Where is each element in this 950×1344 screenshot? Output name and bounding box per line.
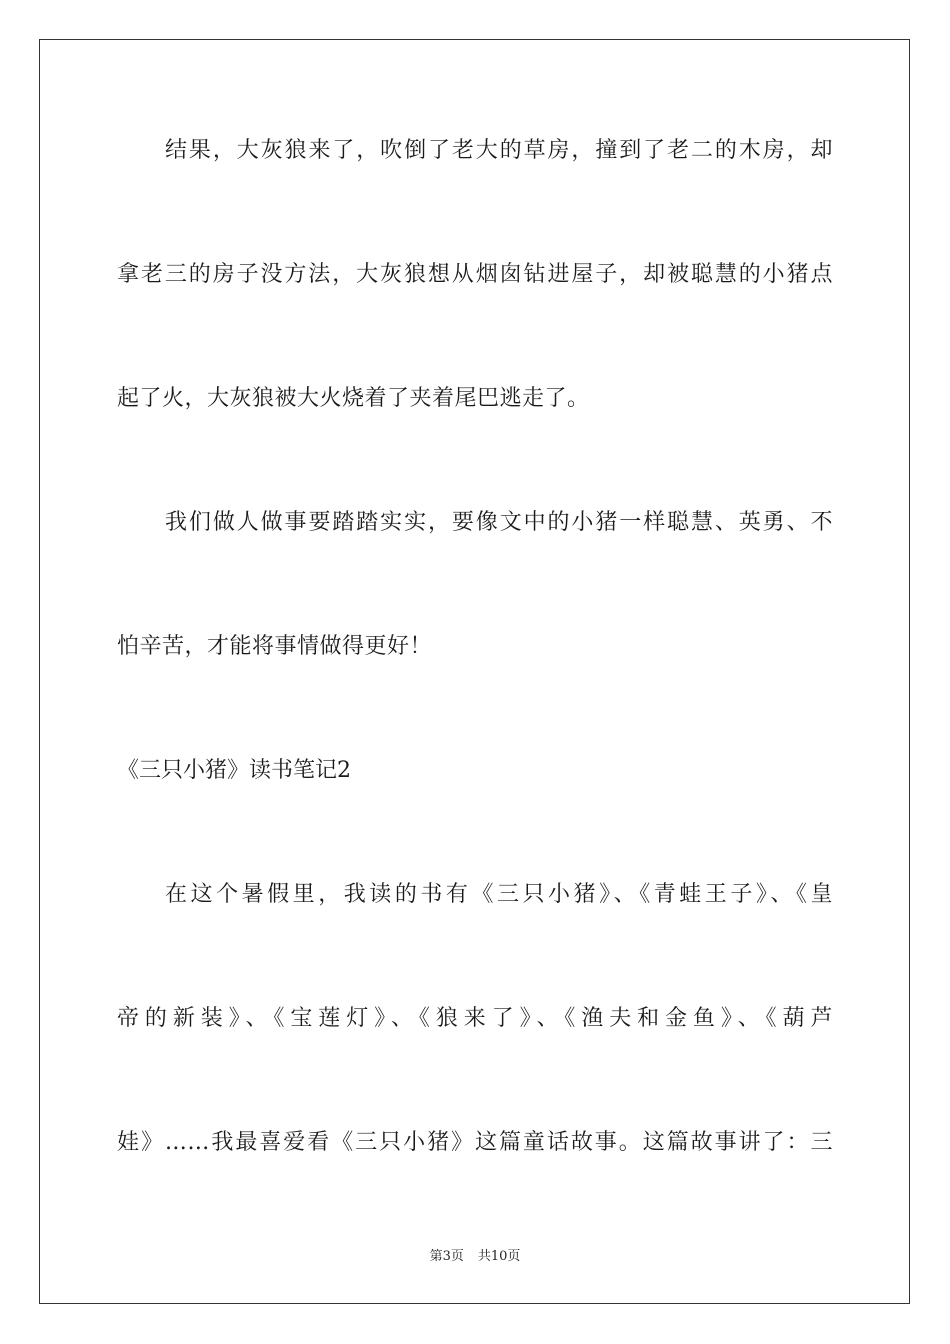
page-number: 第3页	[429, 1249, 464, 1264]
section-title: 《三只小猪》读书笔记2	[117, 758, 351, 783]
paragraph-3-line-2: 帝的新装》、《宝莲灯》、《狼来了》、《渔夫和金鱼》、《葫芦	[117, 1006, 833, 1031]
paragraph-1-line-3: 起了火，大灰狼被大火烧着了夹着尾巴逃走了。	[117, 386, 590, 411]
paragraph-3-line-3: 娃》……我最喜爱看《三只小猪》这篇童话故事。这篇故事讲了：三	[117, 1130, 833, 1155]
paragraph-2-line-2: 怕辛苦，才能将事情做得更好！	[117, 634, 433, 659]
page-footer	[0, 1248, 950, 1266]
paragraph-1-line-2: 拿老三的房子没方法，大灰狼想从烟囱钻进屋子，却被聪慧的小猪点	[117, 262, 833, 287]
page-total: 共10页	[477, 1249, 521, 1264]
page-border	[39, 39, 910, 1304]
paragraph-1-line-1: 结果，大灰狼来了，吹倒了老大的草房，撞到了老二的木房，却	[165, 138, 833, 163]
paragraph-2-line-1: 我们做人做事要踏踏实实，要像文中的小猪一样聪慧、英勇、不	[165, 510, 833, 535]
paragraph-3-line-1: 在这个暑假里，我读的书有《三只小猪》、《青蛙王子》、《皇	[165, 882, 833, 907]
